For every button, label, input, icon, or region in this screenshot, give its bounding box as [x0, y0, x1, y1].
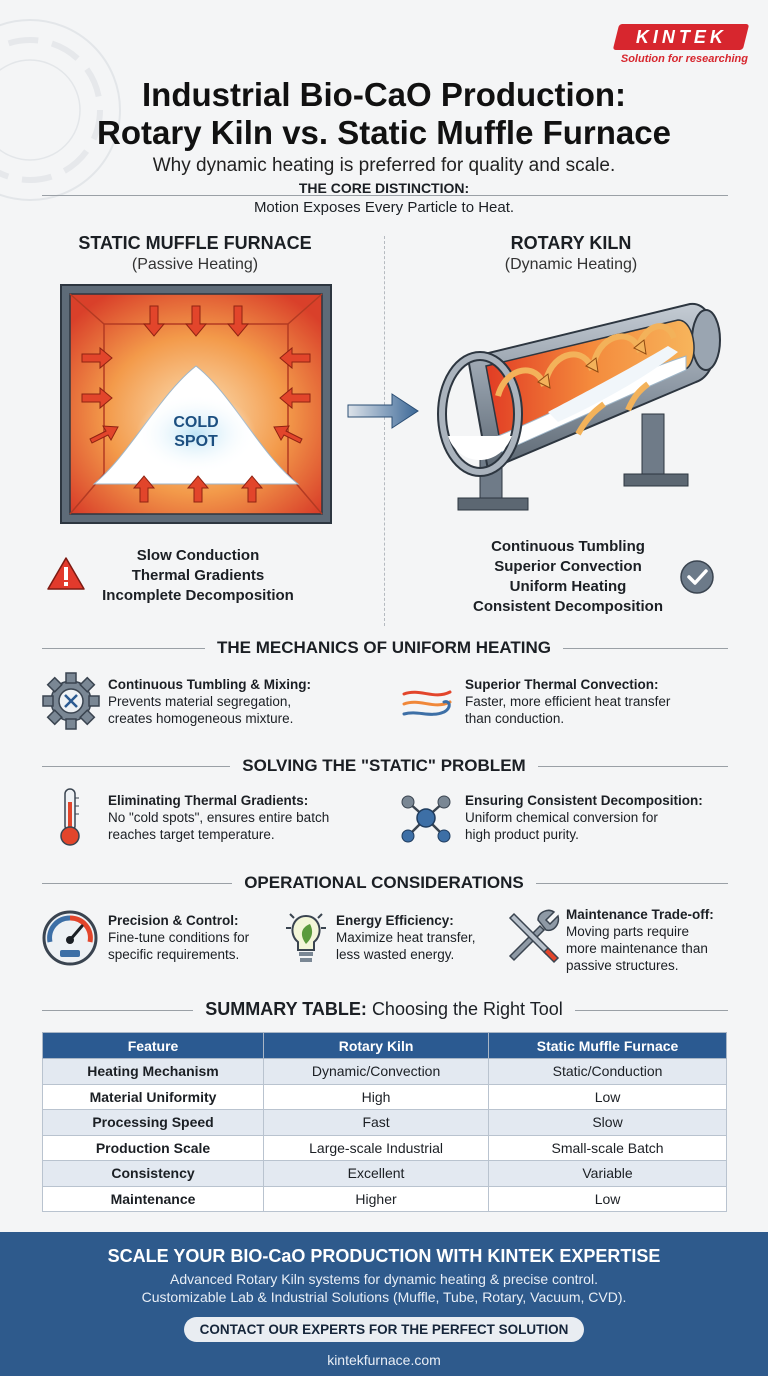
- summary-section-title: [0, 999, 768, 1020]
- footer-line: Customizable Lab & Industrial Solutions (Muffle, Tube, Rotary, Vacuum, CVD).: [141, 1289, 627, 1305]
- thermometer-icon: [56, 786, 84, 848]
- feature-text: high product purity.: [465, 827, 579, 842]
- feature-tumbling: [108, 676, 368, 727]
- core-distinction-heading: THE CORE DISTINCTION:: [298, 180, 470, 196]
- feature-energy-efficiency: [336, 912, 506, 963]
- feature-decomposition: [465, 792, 745, 843]
- static-furnace-subtitle: (Passive Heating): [131, 256, 259, 273]
- feature-heading: Continuous Tumbling & Mixing:: [108, 677, 311, 692]
- title-line-2: Rotary Kiln vs. Static Muffle Furnace: [97, 114, 671, 151]
- rotary-point: Superior Convection: [494, 558, 642, 575]
- rotary-point: Continuous Tumbling: [491, 538, 645, 555]
- feature-text: reaches target temperature.: [108, 827, 275, 842]
- operational-section-title: OPERATIONAL CONSIDERATIONS: [0, 873, 768, 893]
- wrench-screwdriver-icon: [502, 906, 560, 966]
- table-cell: Fast: [264, 1110, 489, 1136]
- static-furnace-title: STATIC MUFFLE FURNACE: [78, 233, 312, 253]
- table-row: [43, 1186, 727, 1212]
- molecule-icon: [396, 790, 456, 846]
- static-point: Thermal Gradients: [131, 567, 265, 584]
- transition-arrow-icon: [346, 392, 420, 430]
- logo-tagline: Solution for researching: [620, 53, 748, 65]
- rotary-point: Uniform Heating: [509, 578, 627, 595]
- table-cell: Slow: [489, 1110, 727, 1136]
- column-divider: [384, 236, 385, 626]
- footer-line: Advanced Rotary Kiln systems for dynamic heating & precise control.: [170, 1271, 598, 1287]
- feature-text: Moving parts require: [566, 924, 690, 939]
- table-cell: Material Uniformity: [43, 1084, 264, 1110]
- table-cell: Low: [489, 1084, 727, 1110]
- summary-title-bold: SUMMARY TABLE:: [205, 999, 367, 1019]
- feature-text: Faster, more efficient heat transfer: [465, 694, 671, 709]
- table-header-cell: Static Muffle Furnace: [489, 1033, 727, 1059]
- table-cell: Production Scale: [43, 1135, 264, 1161]
- table-cell: Heating Mechanism: [43, 1059, 264, 1085]
- feature-text: creates homogeneous mixture.: [108, 711, 294, 726]
- rotary-kiln-subtitle: (Dynamic Heating): [504, 256, 638, 273]
- static-problem-section-title: SOLVING THE "STATIC" PROBLEM: [0, 756, 768, 776]
- table-row: [43, 1084, 727, 1110]
- feature-text: than conduction.: [465, 711, 565, 726]
- contact-experts-button[interactable]: CONTACT OUR EXPERTS FOR THE PERFECT SOLUTION: [184, 1317, 585, 1342]
- feature-text: Prevents material segregation,: [108, 694, 292, 709]
- static-point: Slow Conduction: [136, 547, 260, 564]
- heat-wind-icon: [400, 684, 458, 724]
- table-cell: High: [264, 1084, 489, 1110]
- feature-heading: Eliminating Thermal Gradients:: [108, 793, 309, 808]
- table-row: [43, 1110, 727, 1136]
- feature-heading: Superior Thermal Convection:: [465, 677, 659, 692]
- feature-heading: Energy Efficiency:: [336, 913, 454, 928]
- checkmark-icon: [678, 558, 716, 596]
- rotary-kiln-illustration: [428, 286, 728, 526]
- table-row: [43, 1059, 727, 1085]
- lightbulb-leaf-icon: [284, 910, 328, 968]
- footer-heading: SCALE YOUR BIO-CaO PRODUCTION WITH KINTEK EXPERTISE: [107, 1246, 661, 1266]
- table-header-row: [43, 1033, 727, 1059]
- rotary-point: Consistent Decomposition: [472, 598, 663, 615]
- gear-mixing-icon: [42, 672, 100, 730]
- feature-text: more maintenance than: [566, 941, 708, 956]
- table-cell: Static/Conduction: [489, 1059, 727, 1085]
- rotary-benefits-list: [440, 537, 696, 617]
- table-header-cell: Rotary Kiln: [264, 1033, 489, 1059]
- feature-text: less wasted energy.: [336, 947, 455, 962]
- page-title: [0, 76, 768, 152]
- table-row: [43, 1135, 727, 1161]
- table-cell: Excellent: [264, 1161, 489, 1187]
- muffle-furnace-illustration: [60, 284, 332, 524]
- table-cell: Small-scale Batch: [489, 1135, 727, 1161]
- table-cell: Processing Speed: [43, 1110, 264, 1136]
- feature-heading: Precision & Control:: [108, 913, 239, 928]
- feature-text: Maximize heat transfer,: [336, 930, 476, 945]
- feature-thermal-gradients: [108, 792, 388, 843]
- feature-convection: [465, 676, 735, 727]
- table-cell: Variable: [489, 1161, 727, 1187]
- summary-table: [42, 1032, 727, 1212]
- page-subtitle: Why dynamic heating is preferred for quality and scale.: [152, 155, 616, 176]
- feature-heading: Maintenance Trade-off:: [566, 907, 714, 922]
- kintek-logo: [612, 24, 748, 65]
- table-cell: Consistency: [43, 1161, 264, 1187]
- feature-text: Uniform chemical conversion for: [465, 810, 658, 825]
- feature-text: Fine-tune conditions for: [108, 930, 250, 945]
- gauge-icon: [40, 908, 100, 968]
- logo-text: KINTEK: [635, 26, 727, 47]
- title-line-1: Industrial Bio-CaO Production:: [142, 76, 626, 113]
- feature-maintenance: [566, 906, 746, 974]
- feature-text: passive structures.: [566, 958, 679, 973]
- rotary-kiln-title: ROTARY KILN: [510, 233, 632, 253]
- feature-text: specific requirements.: [108, 947, 240, 962]
- static-point: Incomplete Decomposition: [102, 587, 294, 604]
- feature-heading: Ensuring Consistent Decomposition:: [465, 793, 703, 808]
- feature-precision: [108, 912, 278, 963]
- mechanics-section-title: THE MECHANICS OF UNIFORM HEATING: [0, 638, 768, 658]
- table-cell: Dynamic/Convection: [264, 1059, 489, 1085]
- cold-spot-label-2: SPOT: [174, 433, 218, 450]
- table-row: [43, 1161, 727, 1187]
- table-header-cell: Feature: [43, 1033, 264, 1059]
- website-link[interactable]: kintekfurnace.com: [327, 1352, 441, 1368]
- table-cell: Higher: [264, 1186, 489, 1212]
- cold-spot-label-1: COLD: [173, 414, 219, 431]
- static-drawbacks-list: [80, 546, 316, 606]
- core-distinction-text: Motion Exposes Every Particle to Heat.: [253, 199, 515, 216]
- table-cell: Maintenance: [43, 1186, 264, 1212]
- summary-title-rest: Choosing the Right Tool: [371, 999, 563, 1019]
- table-cell: Large-scale Industrial: [264, 1135, 489, 1161]
- table-cell: Low: [489, 1186, 727, 1212]
- feature-text: No "cold spots", ensures entire batch: [108, 810, 330, 825]
- footer-banner: [0, 1232, 768, 1376]
